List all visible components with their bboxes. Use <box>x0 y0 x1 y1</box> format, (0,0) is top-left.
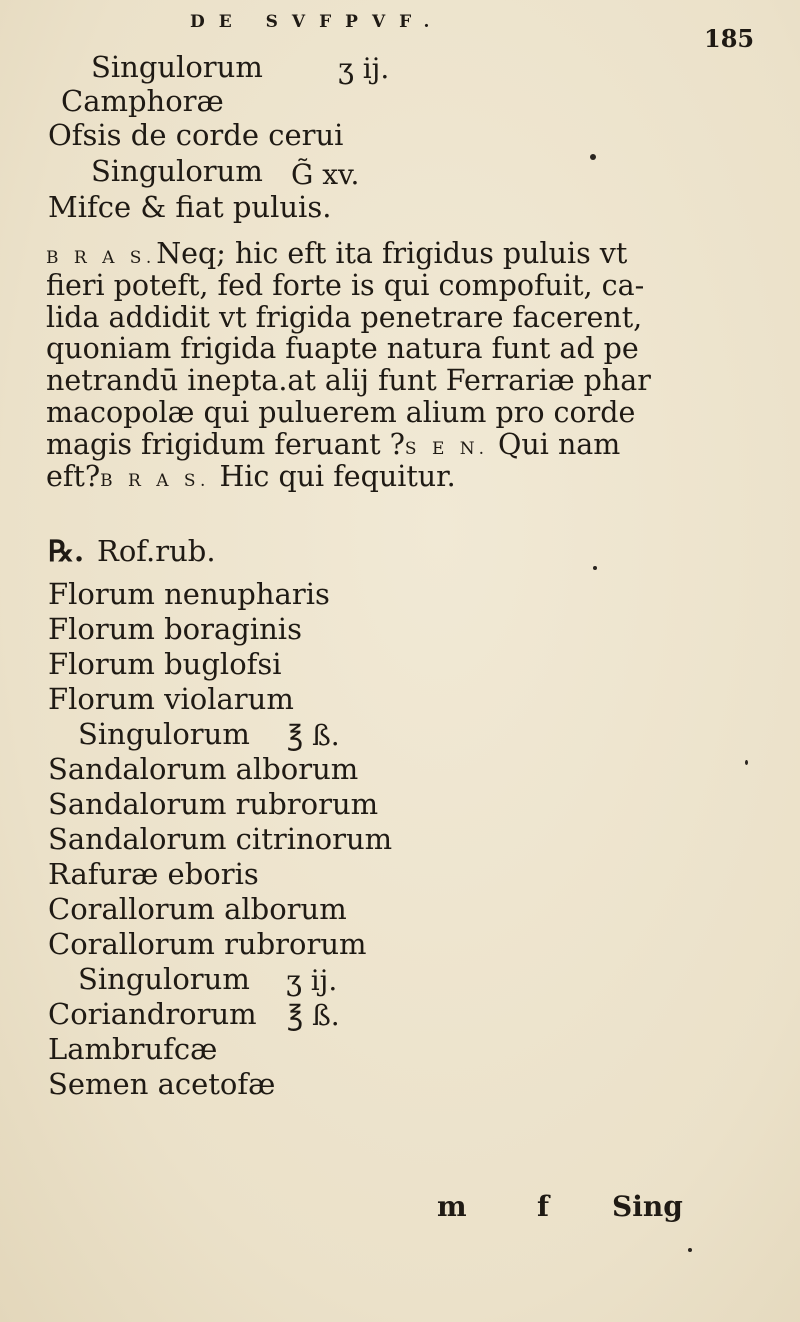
recipe-line-14: Lambrufcæ <box>48 1032 218 1066</box>
recipe-line-10: Corallorum alborum <box>48 892 347 926</box>
top-recipe-line-3: Ofsis de corde cerui <box>48 118 344 152</box>
ink-speck <box>590 154 596 160</box>
recipe-line-7: Sandalorum rubrorum <box>48 787 379 821</box>
top-recipe-qty-4: G̃ xv. <box>291 158 360 191</box>
catch-mark: f <box>537 1190 550 1223</box>
recipe-line-5: Singulorum <box>78 717 250 751</box>
paragraph-line-7: magis frigidum feruant ?S E N. Qui nam <box>46 427 621 461</box>
recipe-line-9: Rafuræ eboris <box>48 857 259 891</box>
paragraph-line-8: eft?B R A S. Hic qui fequitur. <box>46 459 456 493</box>
recipe-qty-5: ℥ ß. <box>287 719 340 752</box>
paragraph-line-1: B R A S.Neq; hic eft ita frigidus puluis vt <box>46 237 628 270</box>
recipe-line-15: Semen acetofæ <box>48 1067 276 1101</box>
top-recipe-line-1: Singulorum <box>91 50 263 84</box>
paragraph-line-4: quoniam frigida fuapte natura funt ad pe <box>46 332 639 366</box>
paragraph-line-5: netrandū inepta.at alij funt Ferrariæ phar <box>46 364 651 398</box>
paragraph-line-3: lida addidit vt frigida penetrare facerent, <box>46 300 643 334</box>
top-recipe-qty-1: ʒ ij. <box>338 52 390 85</box>
recipe-first-ingredient: Rof.rub. <box>97 534 216 568</box>
dialogue-paragraph <box>46 238 651 492</box>
signature-mark: m <box>437 1190 467 1223</box>
speaker-label: B R A S. <box>100 470 211 491</box>
recipe-qty-13: ℥ ß. <box>287 999 340 1032</box>
recipe-line-6: Sandalorum alborum <box>48 752 359 786</box>
recipe-line-2: Florum boraginis <box>48 612 302 646</box>
recipe-line-13: Coriandrorum <box>48 997 257 1031</box>
recipe-line-8: Sandalorum citrinorum <box>48 822 393 856</box>
recipe-line-1: Florum nenupharis <box>48 577 330 611</box>
top-recipe-line-4: Singulorum <box>91 154 263 188</box>
recipe-qty-12: ʒ ij. <box>286 964 338 997</box>
ink-speck <box>688 1248 692 1252</box>
page-number: 185 <box>704 24 755 53</box>
recipe-line-11: Corallorum rubrorum <box>48 927 367 961</box>
recipe-symbol: ℞. <box>48 534 85 568</box>
catchword: Sing <box>612 1190 683 1223</box>
paragraph-line-6: macopolæ qui puluerem alium pro corde <box>46 395 636 429</box>
recipe-line-12: Singulorum <box>78 962 250 996</box>
speaker-label: B R A S. <box>46 248 157 268</box>
recipe-line-3: Florum buglofsi <box>48 647 282 681</box>
speaker-label: S E N. <box>404 438 489 459</box>
paragraph-line-2: fieri poteft, fed forte is qui compofuit, ca- <box>46 268 645 302</box>
catchwords <box>437 1190 683 1223</box>
ink-speck <box>593 566 597 570</box>
top-recipe-line-5: Mifce & fiat puluis. <box>48 190 332 224</box>
top-recipe-line-2: Camphoræ <box>61 84 224 118</box>
running-head: DE SVFPVF. <box>190 12 444 32</box>
recipe-line-4: Florum violarum <box>48 682 294 716</box>
ink-speck <box>745 760 748 765</box>
